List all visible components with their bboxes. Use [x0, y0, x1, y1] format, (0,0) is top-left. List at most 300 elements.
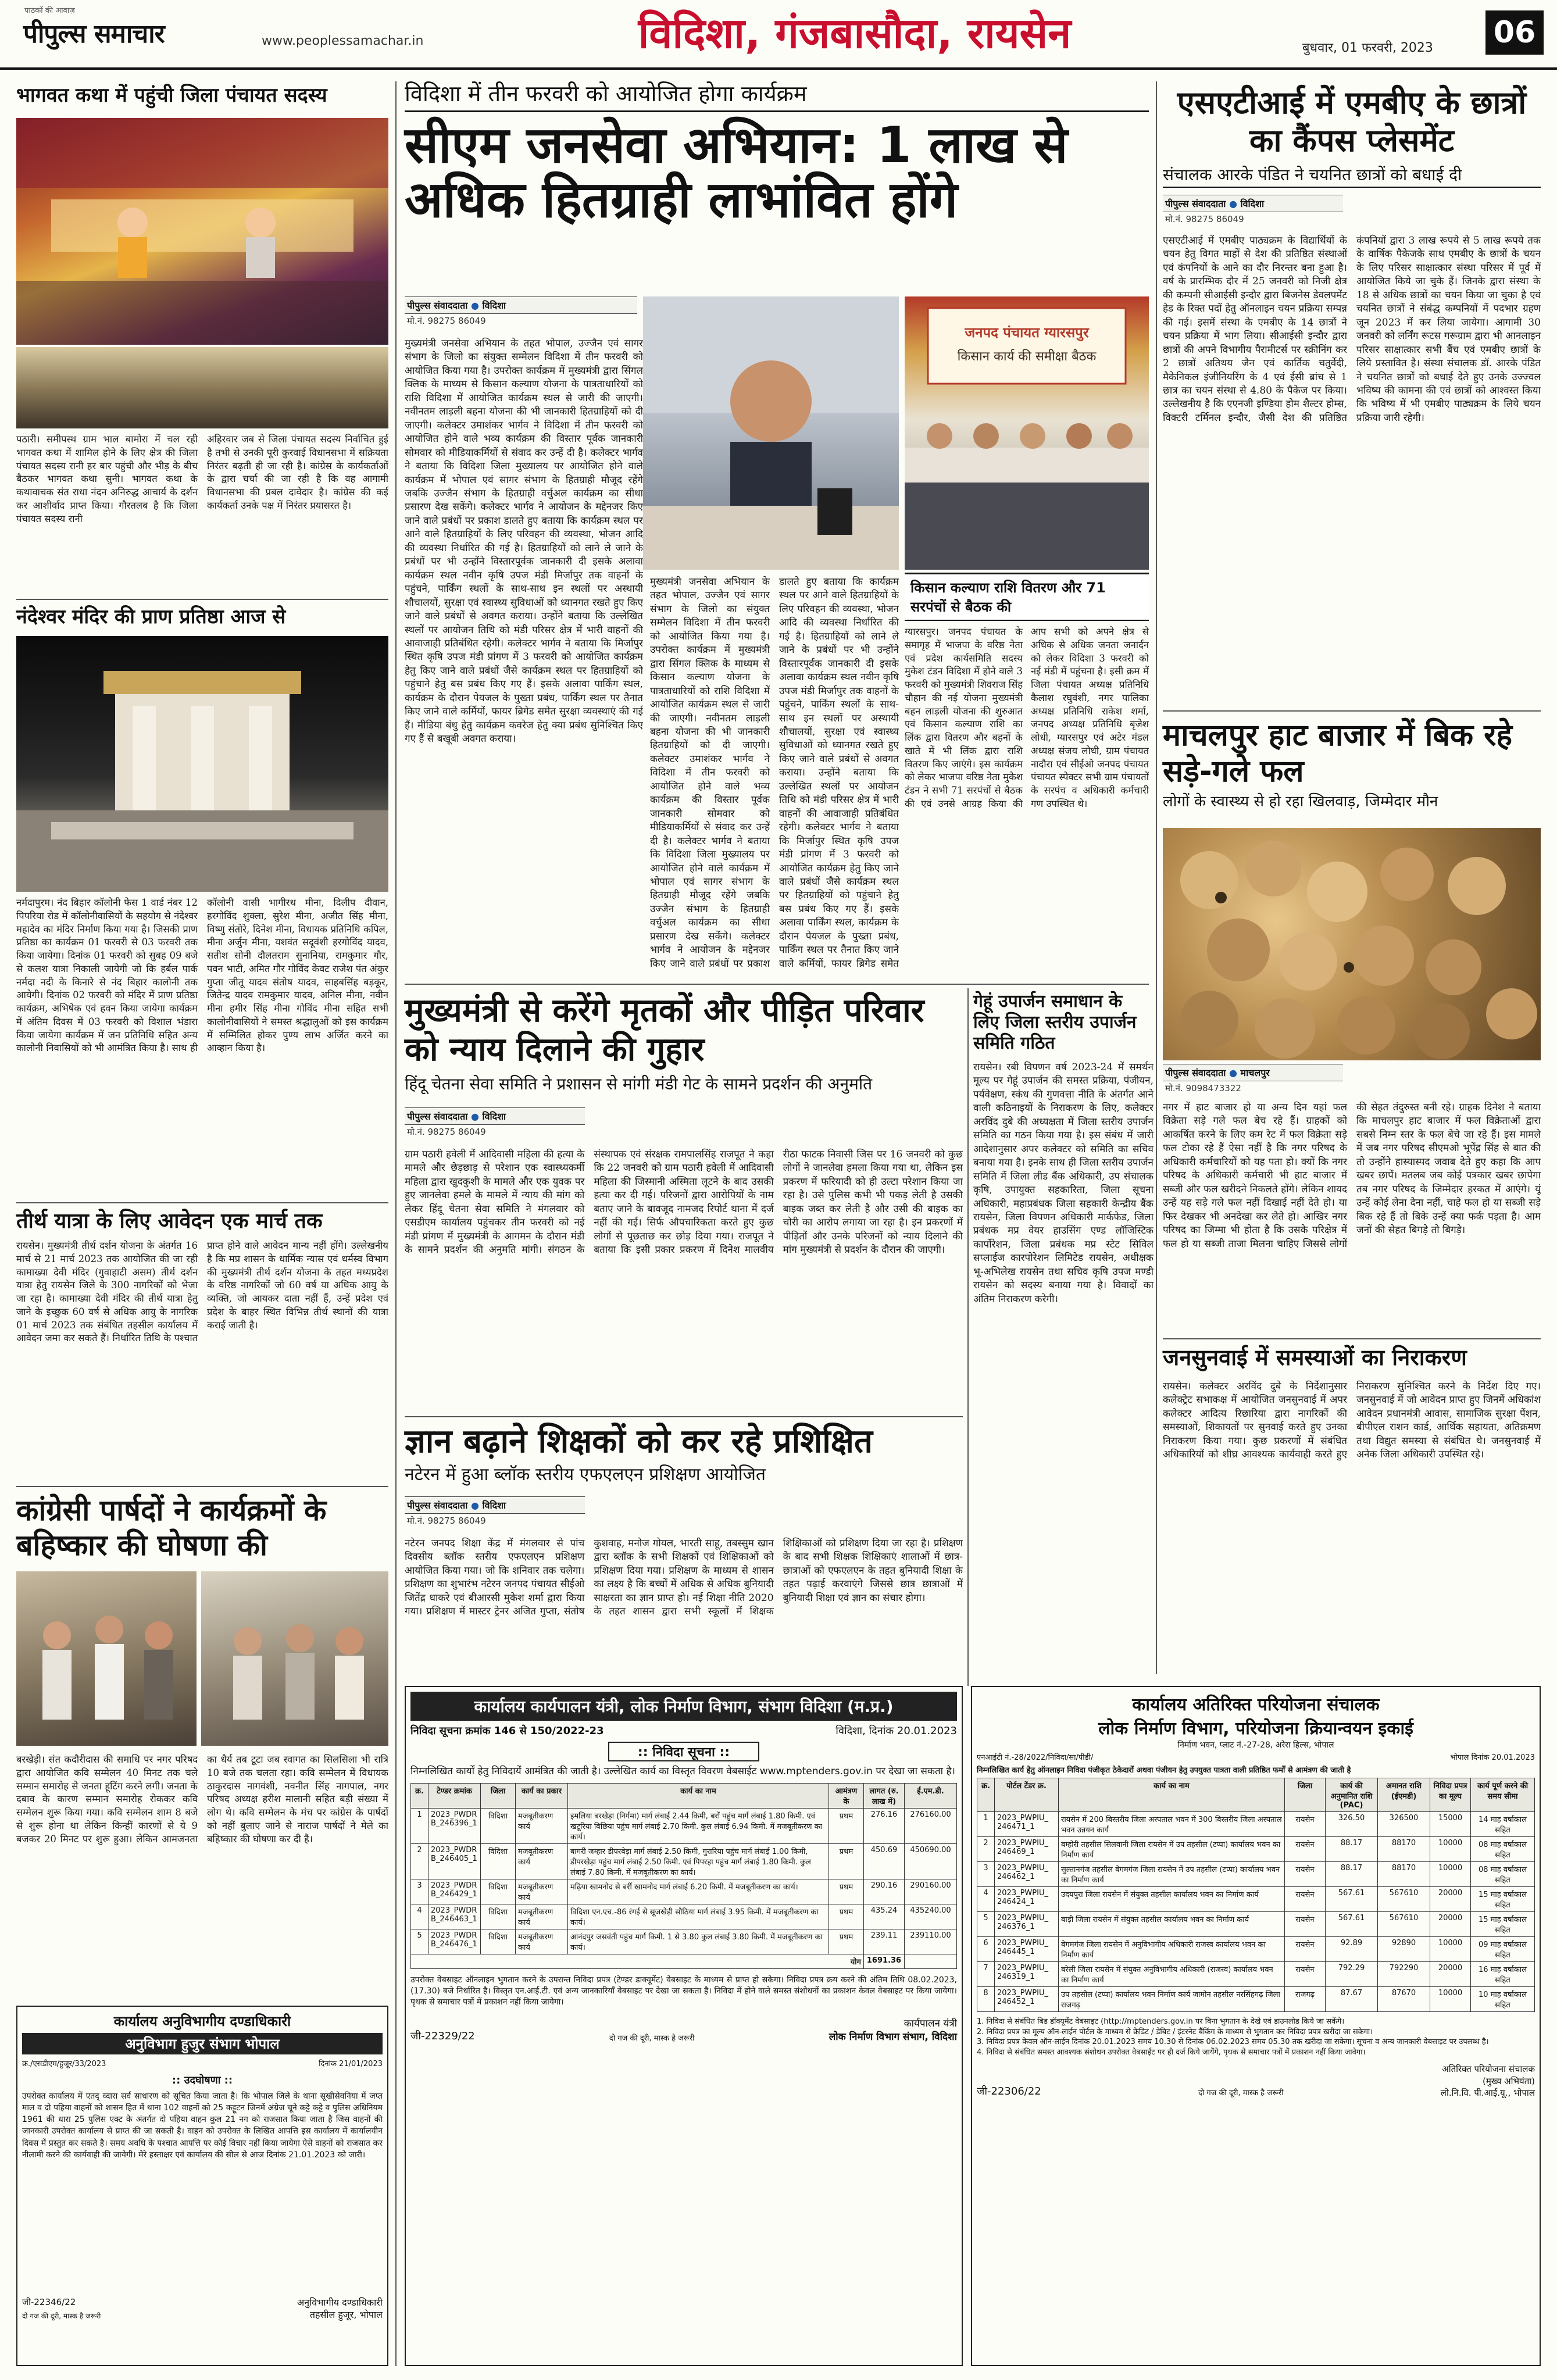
table-row — [411, 1809, 957, 1844]
table-cell: 4 — [411, 1904, 428, 1929]
byline-mobile: मो.नं. 98275 86049 — [407, 1127, 486, 1137]
temple-photo — [16, 636, 388, 892]
table-cell: 2 — [411, 1844, 428, 1879]
tender-title-1: कार्यालय अतिरिक्त परियोजना संचालक — [1132, 1695, 1380, 1715]
table-cell: 6 — [977, 1937, 995, 1962]
table-cell: 3 — [977, 1862, 995, 1887]
kisan-caption: किसान कल्याण राशि वितरण और 71 सरपंचों से बैठक की — [905, 573, 1149, 621]
table-cell: 792.29 — [1326, 1962, 1378, 1987]
table-cell: 1 — [977, 1812, 995, 1837]
notice-title-2: अनुविभाग हुजुर संभाग भोपाल — [22, 2033, 383, 2054]
kisan-para: ग्यारसपुर। जनपद पंचायत के समागृह में भाजपा के वरिष्ठ नेता एवं प्रदेश कार्यसमिति सदस्य मुकेश टंडन विदिशा में होने वाले 3 फरवरी को मुख्यमंत्री शिवराज सिंह चौहान की नई योजना मुख्यमंत्री बहन लाड़ली योजना की शुरुआत एवं किसान कल्याण राशि का लिंक द्वारा वितरण और बहनों के खाते में भी लिंक द्वारा राशि वितरण किए जाएंगे। इस कार्यक्रम को लेकर भाजपा वरिष्ठ नेता मुकेश टंडन ने सभी 71 सरपंचों से बैठक की एवं उनसे आग्रह किया की आप सभी को अपने क्षेत्र से अधिक से अधिक जनता जनार्दन को लेकर विदिशा 3 फरवरी को नई मंडी में पहुंचना है। इसी क्रम में जिला पंचायत अध्यक्ष प्रतिनिधि कैलाश रघुवंशी, नगर पालिका अध्यक्ष प्रतिनिधि राकेश शर्मा, जनपद अध्यक्ष प्रतिनिधि बृजेश लोधी, ग्यारसपुर एवं अटेर मंडल अध्यक्ष संजय लोधी, ग्राम पंचायत नादौरा एवं सीईओ जनपद पंचायत पंचायत स्पेक्टर सभी ग्राम पंचायतों के सरपंच व अधिकारी कर्मचारी गण उपस्थित थे। — [905, 626, 1149, 809]
tirth-text — [16, 1239, 388, 1478]
main-kicker: विदिशा में तीन फरवरी को आयोजित होगा कार्यक्रम — [405, 81, 1149, 112]
table-cell: प्रथम — [829, 1904, 864, 1929]
table-cell: 2023_PWDR B_246429_1 — [428, 1879, 481, 1904]
story-headline: तीर्थ यात्रा के लिए आवेदन एक मार्च तक — [16, 1209, 323, 1233]
byline-name: पीपुल्स संवाददाता — [1165, 198, 1226, 209]
table-cell: 2 — [977, 1837, 995, 1862]
para-1: नगर में हाट बाजार हो या अन्य दिन यहां फल विक्रेता सड़े गले फल बेच रहे हैं। ग्राहकों को आकर्षित करने के लिए कम रेट में फल विक्रेता सड़े फल टोका रहे हैं ऐसा नहीं है कि नगर परिषद के अधिकारी कर्मचारियों को यह पता हो। क्यों कि नगर परिषद के अधिकारी कर्मचारी भी हाट बाजार में सब्जी और फल खरीदने निकलते होंगे। लेकिन शायद उन्हें यह सड़े गले फल नहीं दिखाई नहीं देते हो। या फिर देखकर भी अनदेखा कर लेते हो। आखिर नगर परिषद का जिम्मा भी होता है कि उसके परिक्षेत्र में फल हो या सब्जी ताजा मिलना चाहिए जिससे लोगों की सेहत तंदुरुस्त बनी रहे। ग्राहक दिनेश ने बताया कि माचलपुर हाट बाजार में फल विक्रेताओं द्वारा सबसे निम्न स्तर के फल बेचे जा रहे हैं। इस मामले में जब नगर परिषद सीएमओ भूपेंद्र सिंह से बात की तो उन्होंने हास्यास्पद जवाब देते हुए कहा कि आप खबर छापें। मतलब जब कोई पत्रकार खबर छापेगा तब नगर परिषद के जिम्मेदार हरकत में आएंगे। यूं उन्हें कोई लेना देना नहीं, चाहे फल हो या सब्जी सड़े बिक रहे हैं तो बिके उन्हें क्या फर्क पड़ता है। आम जनों की सेहत बिगड़े तो बिगड़े। — [1163, 1102, 1541, 1250]
tender-notice-heading: :: निविदा सूचना :: — [608, 1742, 759, 1761]
table-cell: 88170 — [1378, 1862, 1430, 1887]
story-headline: मुख्यमंत्री से करेंगे मृतकों और पीड़ित परिवार को न्याय दिलाने की गुहार — [405, 992, 924, 1069]
people-icon — [16, 1571, 197, 1746]
para-1: रायसेन। मुख्यमंत्री तीर्थ दर्शन योजना के अंतर्गत 16 मार्च से 21 मार्च 2023 तक आयोजित की जा रही कामाख्या देवी मंदिर (गुवाहाटी असम) तीर्थ दर्शन यात्रा हेतु रायसेन जिले के 300 नागरिकों को भेजा जा रहा है। कामाख्या देवी मंदिर की तीर्थ यात्रा हेतु जाने के इच्छुक 60 वर्ष से अधिक आयु के नागरिक 01 मार्च 2023 तक संबंधित तहसील कार्यालय में आवेदन जमा कर सकते हैं। निर्धारित तिथि के पश्चात प्राप्त होने वाले आवेदन मान्य नहीं होंगे। उल्लेखनीय है कि मप्र शासन के धार्मिक न्यास एवं धर्मस्व विभाग की मुख्यमंत्री तीर्थ दर्शन योजना के तहत मध्यप्रदेश के वरिष्ठ नागरिकों जो 60 वर्ष या अधिक आयु के व्यक्ति, जो आयकर दाता नहीं हैं, उन्हें प्रदेश एवं प्रदेश के बाहर स्थित विभिन्न तीर्थ स्थानों की यात्रा कराई जाती है। — [16, 1240, 388, 1344]
story-headline: एसएटीआई में एमबीए के छात्रों का कैंपस प्लेसमेंट — [1177, 84, 1527, 159]
table-cell: 2023_PWPIU_ 246462_1 — [995, 1862, 1059, 1887]
table-row — [411, 1929, 957, 1954]
table-row — [977, 1862, 1535, 1887]
table-cell: 567.61 — [1326, 1912, 1378, 1937]
table-cell: 2023_PWDR B_246396_1 — [428, 1809, 481, 1844]
table-cell: 88.17 — [1326, 1862, 1378, 1887]
table-cell: 2023_PWPIU_ 246319_1 — [995, 1962, 1059, 1987]
table-cell: 450690.00 — [905, 1844, 957, 1879]
tender-code: जी-22306/22 — [977, 2085, 1041, 2097]
main-text-continued — [643, 576, 899, 977]
table-cell: 326500 — [1378, 1812, 1430, 1837]
table-cell: उप तहसील (टप्पा) कार्यालय भवन निर्माण कार्य जामोन तहसील नरसिंहगढ़ जिला राजगढ़ — [1059, 1987, 1285, 2012]
nandeshwar-story — [16, 606, 388, 1199]
table-cell: बेगमगंज जिला रायसेन में अनुविभागीय अधिकारी राजस्व कार्यालय भवन का निर्माण कार्य — [1059, 1937, 1285, 1962]
bhagwat-text — [16, 433, 388, 596]
table-cell: 20000 — [1430, 1962, 1471, 1987]
tender-table — [410, 1783, 957, 1969]
website-link[interactable]: www.peoplessamachar.in — [262, 34, 424, 48]
table-cell: रायसेन — [1285, 1912, 1326, 1937]
table-cell: 92.89 — [1326, 1937, 1378, 1962]
col-header: कार्य पूर्ण करने की समय सीमा — [1471, 1778, 1535, 1812]
table-cell: इमलिया बरखेड़ा (निर्गमा) मार्ग लंबाई 2.44 किमी, बरों पहुंच मार्ग लंबाई 1.80 किमी. एवं खटूरिया बिछिया पहुंच मार्ग लंबाई 2.70 किमी. कुल लंबाई 6.94 किमी. में मजबूतीकरण का कार्य। — [568, 1809, 829, 1844]
table-cell: 567610 — [1378, 1887, 1430, 1912]
table-cell: 87.67 — [1326, 1987, 1378, 2012]
byline-mobile: मो.नं. 9098473322 — [1165, 1083, 1241, 1093]
notice-ref: क्र./एसडीएम/हुजूर/33/2023 — [22, 2060, 106, 2068]
tender-notes — [977, 2017, 1535, 2057]
tender-ref: निविदा सूचना क्रमांक 146 से 150/2022-23 — [410, 1725, 604, 1737]
table-cell: 92890 — [1378, 1937, 1430, 1962]
table-cell: 435.24 — [864, 1904, 905, 1929]
para-1: एसएटीआई में एमबीए पाठ्यक्रम के विद्यार्थियों के चयन हेतु विगत माहों से देश की प्रतिष्ठित संस्थाओं एवं कंपनियों के आने का दौर निरन्तर बना हुआ है। वर्ष के प्रारम्भिक दौर में 25 जनवरी को निजी क्षेत्र की कम्पनी सीआईसी इन्दौर द्वारा बिजनेस डेवलपमेंट हेड के रिक्त पदों हेतु ऑनलाइन चयन प्रक्रिया सम्पन्न की गई। इसमें संस्था के एमबीए के 14 छात्रों ने चयन प्रक्रिया में भाग लिया। सीआईसी इन्दौर द्वारा छात्रों की अपने विभागीय पैरामीटर्स पर स्क्रीनिंग कर 2 छात्रों अतिथय जैन एवं कार्तिक चतुर्वेदी, मैकेनिकल इंजीनियरिंग के 4 एवं ईसी ब्रांच से 1 छात्र का चयन संस्था से 4.80 के पैकेज पर किया। उल्लेखनीय है कि एएनजी इण्डिया होम शैल्टर होम्स, विक्टरी टर्मिनल इन्दौर, जैसी देश की प्रतिष्ठित कंपनियों द्वारा 3 लाख रूपये से 5 लाख रूपये तक के वार्षिक पैकेजके साथ एमबीए के छात्रों के चयन के लिए परिसर साक्षात्कार संस्था परिसर में पूर्व में आयोजित किये जा चुके हैं। जिनके द्वारा संस्था के 18 से अधिक छात्रों का चयन किया जा चुका है एवं चयनित छात्रों ने संबंद्ध कम्पनियों में पदभार ग्रहण जून 2023 में कर लिया जायेगा। आगामी 30 जनवरी को लर्निंग रूटस गरूग्राम द्वारा भी आनलाइन परिसर साक्षात्कार सभी बैंच एवं एमबीए छात्रों के लिये प्रस्तावित है। संस्था संचालक डॉ. आरके पंडित ने चयनित छात्रों को बधाई देते हुए उनके उज्ज्वल भविष्य की कामना की एवं छात्रों को आश्वस्त किया कि भविष्य में भी एमबीए पाठ्यक्रम के लिये चयन प्रक्रिया जारी रहेगी। — [1163, 235, 1541, 424]
stage-scene-icon — [16, 118, 388, 345]
congress-text — [16, 1753, 388, 1997]
tirth-story — [16, 1209, 388, 1482]
story-headline: गेहूं उपार्जन समाधान के लिए जिला स्तरीय उपार्जन समिति गठित — [973, 991, 1137, 1053]
mba-story — [1163, 84, 1541, 706]
cm-justice-text — [405, 1148, 963, 1404]
byline-name: पीपुल्स संवाददाता — [407, 1111, 468, 1122]
table-cell: 10000 — [1430, 1937, 1471, 1962]
nandeshwar-text — [16, 896, 388, 1199]
tender-footer: उपरोक्त वेबसाइट ऑनलाइन भुगतान करने के उपरान्त निविदा प्रपत्र (टेण्डर डाक्यूमेंट) वेबसाइट के माध्यम से प्राप्त हो सकेगा। निविदा प्रपत्र क्रय करने की अंतिम तिथि 08.02.2023, (17.30) बजे निर्धारित है। विस्तृत एन.आई.टी. एवं अन्य जानकारियाँ वेबसाइट पर देखा जा सकता है। निविदा में होने वाले समस्त संशोधनों का प्रकाशन केवल वेबसाइट पर किया जायेगा। पृथक से समाचार पत्रों में प्रकाशन नहीं किया जायेगा। — [410, 1975, 957, 2007]
para-1: नर्मदापुरम। नंद बिहार कॉलोनी फेस 1 वार्ड नंबर 12 पिपरिया रोड में कॉलोनीवासियों के सहयोग से नंदेश्वर महादेव का मंदिर निर्माण किया गया है। जिसकी प्राण प्रतिष्ठा का कार्यक्रम 01 फरवरी से 03 फरवरी तक किया जायेगा। दिनांक 01 फरवरी को सुबह 09 बजे से कलश यात्रा निकाली जायेगी जो कि हर्बल पार्क नर्मदा नदी के किनारे से नंद बिहार कालोनी तक आयेगी। दिनांक 02 फरवरी को मंदिर में प्राण प्रतिष्ठा कार्यक्रम, अभिषेक एवं हवन किया जायेगा कार्यक्रम में अंतिम दिवस में 03 फरवरी को विशाल भंडारा किया जायेगा कार्यक्रम में जन प्रतिनिधि सहित अन्य कालोनी निवासियों को भी आमंत्रित किया है। साथ ही कॉलोनी वासी भागीरथ मीना, दिलीप दीवान, हरगोविंद शुक्ला, सुरेश मीना, अजीत सिंह मीना, विष्णु संतोरे, दिनेश मीना, विधायक प्रतिनिधि कपिल, मीना अर्जुन मीना, यशवंत सदूवंशी हरगोविंद यादव, सतीश सोनी दौलतराम सुनानिया, रामकुमार गौर, पवन भाटी, अमित गौर गोविंद केवट राजेश पंत अंकुर गुप्ता जीतू यादव संतोष यादव, साहबसिंह बड़कूर, जितेन्द्र यादव रामकुमार यादव, अनिल मीना, नवीन मीना हमीर सिंह मीना गोविंद मीना सहित सभी कालोनीवासियों ने समस्त श्रद्धालुओं को इस कार्यक्रम में सम्मिलित होकर पुण्य लाभ अर्जित करने का आव्हान किया है। — [16, 897, 388, 1054]
para-2: अहिरवार जब से जिला पंचायत सदस्य निर्वाचित हुई है तभी से उनकी पूरी कुरवाई विधानसभा में सक्रियता निरंतर बढ़ती ही जा रही है। कांग्रेस के कार्यकर्ताओं के द्वारा चर्चा की जा रही है कि वह आगामी विधानसभा की प्रबल दावेदार है। कांग्रेस की कई कार्यकर्ता उनके पक्ष में निरंतर प्रयासरत है। — [207, 434, 388, 511]
table-cell: मजबूतीकरण कार्य — [516, 1844, 568, 1879]
col-header: क्र. — [411, 1784, 428, 1809]
table-cell: 239110.00 — [905, 1929, 957, 1954]
vidisha-tender — [405, 1686, 963, 2366]
tender-signatory-2: (मुख्य अभियंता) — [1483, 2075, 1535, 2086]
table-cell: 2023_PWPIU_ 246452_1 — [995, 1987, 1059, 2012]
notice-signatory-office: तहसील हुजूर, भोपाल — [309, 2309, 383, 2321]
para-1: बरखेड़ी। संत कदौरीदास की समाधि पर नगर परिषद द्वारा आयोजित कवि सम्मेलन 40 मिनट तक चले सम्मान समारोह से जनता हूटिंग करने लगी। जनता के दबाव के कारण सम्मान समारोह रोककर कवि सम्मेलन शुरू किया गया। कवि सम्मेलन शाम 8 बजे से शुरू होना था लेकिन किन्हीं कारणों से ये 9 बजकर 20 मिनट पर शुरू हुआ। लेकिन आमजनता का धैर्य तब टूटा जब स्वागत का सिलसिला भी रात्रि 10 बजे तक चलता रहा। कवि सम्मेलन में विधायक ठाकुरदास नागवंशी, नवनीत सिंह नागपाल, नगर परिषद अध्यक्ष हरीश मालानी सहित बड़ी संख्या में लोग थे। कवि सम्मेलन के मंच पर कांग्रेस के पार्षदों को नहीं बुलाए जाने से नाराज पार्षदों ने मेले का बहिष्कार की घोषणा कर दी है। — [16, 1754, 388, 1845]
table-cell: 5 — [411, 1929, 428, 1954]
congress-story — [16, 1493, 388, 1999]
byline — [405, 296, 637, 314]
table-cell: 450.69 — [864, 1844, 905, 1879]
kisan-text — [905, 626, 1149, 951]
para-1: पठारी। समीपस्थ ग्राम भाल बामोरा में चल रही भागवत कथा में शामिल होने के लिए क्षेत्र की जिला पंचायत सदस्य रानी हर बार पहुंची और भीड़ के बीच बैठकर भागवत कथा सुनी। भागवत कथा के कथावाचक संत राधा नंदन अनिरुद्ध आचार्य के दर्शन कर आशीर्वाद प्राप्त किया। गौरतलब है कि जिला पंचायत सदस्य रानी — [16, 434, 198, 524]
table-cell: रायसेन — [1285, 1937, 1326, 1962]
table-cell: विदिशा एन.एच.-86 रंगई से सूजखेड़ी सौठिया मार्ग लंबाई 3.95 किमी. में मजबूतीकरण का कार्य। — [568, 1904, 829, 1929]
dot-icon: ● — [1229, 198, 1237, 209]
table-cell: 10000 — [1430, 1837, 1471, 1862]
table-cell: रायसेन — [1285, 1812, 1326, 1837]
notice-signatory: अनुविभागीय दण्डाधिकारी — [297, 2296, 383, 2308]
table-cell: प्रथम — [829, 1844, 864, 1879]
section-title: विदिशा, गंजबासौदा, रायसेन — [638, 9, 1072, 58]
para-1: रायसेन। रबी विपणन वर्ष 2023-24 में समर्थन मूल्य पर गेहूं उपार्जन की समस्त प्रक्रिया, पंजीयन, पर्यवेक्षण, स्कंध की गुणवत्ता नीति के अंतर्गत आने वाली कठिनाइयों के निराकरण के लिए, कलेक्टर अरविंद दुबे की अध्यक्षता में जिला स्तरीय उपार्जन समिति का गठन किया गया है। इस संबंध में जारी आदेशानुसार अपर कलेक्टर को समिति का सचिव बनाया गया है। इनके साथ ही जिला स्तरीय उपार्जन समिति में जिला लीड बैंक अधिकारी, उप संचालक कृषि, उपायुक्त सहकारिता, जिला सूचना अधिकारी, महाप्रबंधक जिला सहकारी केन्द्रीय बैंक रायसेन, जिला विपणन अधिकारी मार्कफेड, जिला प्रबंधक मप्र वेयर हाउसिंग एण्ड लॉजिस्टिक कार्पोरेशन, जिला प्रबंधक मप्र स्टेट सिविल सप्लाईज कारपोरेशन लिमिटेड रायसेन, अधीक्षक भू-अभिलेख रायसेन तथा सचिव कृषि उपज मण्डी रायसेन को सदस्य बनाया गया है। विवादों का अंतिम निराकरण करेगी। — [973, 1062, 1154, 1305]
table-cell: 326.50 — [1326, 1812, 1378, 1837]
table-cell: 5 — [977, 1912, 995, 1937]
table-header-row — [411, 1784, 957, 1809]
table-cell: 567.61 — [1326, 1887, 1378, 1912]
table-cell: 2023_PWDR B_246463_1 — [428, 1904, 481, 1929]
story-subhead: लोगों के स्वास्थ्य से हो रहा खिलवाड़, जिम्मेदार मौन — [1163, 792, 1438, 810]
notice-title-1: कार्यालय अनुविभागीय दण्डाधिकारी — [113, 2013, 291, 2029]
main-para: मुख्यमंत्री जनसेवा अभियान के तहत भोपाल, उज्जैन एवं सागर संभाग के जिलो का संयुक्त सम्मेलन विदिशा में तीन फरवरी को आयोजित किया गया है। उपरोक्त कार्यक्रम में मुख्यमंत्री द्वारा सिंगल क्लिक के माध्यम से किसान कल्याण योजना के पात्रताधारियों को राशि विदिशा में आयोजित कार्यक्रम स्थल से जारी की जाएगी। नवीनतम लाड़ली बहना योजना की भी जानकारी हितग्राहियों को दी जाएगी। कलेक्टर उमाशंकर भार्गव ने विदिशा में तीन फरवरी को आयोजित होने वाले भव्य कार्यक्रम की विस्तार पूर्वक जानकारी सोमवार को मीडियाकर्मियों से संवाद कर उन्हें दी है। कलेक्टर भार्गव ने बताया कि विदिशा जिला मुख्यालय पर आयोजित होने वाले कार्यक्रम में भोपाल एवं सागर संभाग के हितग्राही मौजूद रहेंगे जबकि उज्जैन संभाग के हितग्राही वर्चुअल कार्यक्रम का सीधा प्रसारण देख सकेंगे। कलेक्टर भार्गव ने आयोजन के मद्देनजर किए जाने वाले प्रबंधों पर प्रकाश डालते हुए बताया कि कार्यक्रम स्थल पर आने वाले हितग्राहियों के लिए परिवहन की व्यवस्था, भोजन आदि की व्यवस्था निर्धारित की गई है। हितग्राहियों को लाने ले जाने के प्रबंधों पर भी उन्होंने विस्तारपूर्वक जानकारी दी इसके अलावा कार्यक्रम स्थल नवीन कृषि उपज मंडी मिर्जापुर तक वाहनों के पहुंचने, पार्किंग स्थलों के साथ-साथ इन स्थलों पर अस्थायी शौचालयों, सुरक्षा एवं स्वास्थ्य सुविधाओं को ध्यानगत रखते हुए किए जाने वाले प्रबंधों से अवगत कराया। उन्होंने बताया कि उल्लेखित स्थलों पर आयोजन तिथि को मंडी परिसर क्षेत्र में भारी वाहनों की आवाजाही प्रतिबंधित रहेगी। कलेक्टर भार्गव ने बताया कि मिर्जापुर स्थित कृषि उपज मंडी प्रांगण में 3 फरवरी को आयोजित कार्यक्रम हेतु किए जाने वाले प्रबंधों जैसे कार्यक्रम स्थल पर हितग्राहियों को पहुंचाने हेतु बस प्रबंध किए गए हैं। इसके अलावा पार्किंग स्थल, कार्यक्रम के दौरान पेयजल के पुख्ता प्रबंध, पार्किंग स्थल पर तैनात किए जाने वाले कर्मियों, फायर ब्रिगेड समेत सुरक्षा व्यवस्थाएं की गई हैं। मीडिया बंधु हेतु कार्यक्रम कवरेज हेतु क्या प्रबंध सुनिश्चित किए गए हैं से बखूबी अवगत कराया। — [405, 338, 643, 745]
table-cell: 15 माह वर्षाकाल सहित — [1471, 1912, 1535, 1937]
col-header: लागत (रु. लाख में) — [864, 1784, 905, 1809]
byline-place: विदिशा — [482, 1111, 506, 1122]
newspaper-logo[interactable] — [23, 15, 256, 48]
table-cell: मजबूतीकरण कार्य — [516, 1809, 568, 1844]
table-cell: प्रथम — [829, 1809, 864, 1844]
tender-title-2: लोक निर्माण विभाग, परियोजना क्रियान्वयन इकाई — [1098, 1718, 1413, 1739]
table-cell: 2023_PWDR B_246405_1 — [428, 1844, 481, 1879]
byline-place: विदिशा — [1240, 198, 1265, 209]
dot-icon: ● — [1229, 1067, 1237, 1078]
col-header: कार्य का प्रकार — [516, 1784, 568, 1809]
bhagwat-story — [16, 84, 388, 596]
table-cell: 2023_PWDR B_246476_1 — [428, 1929, 481, 1954]
column-divider — [395, 81, 397, 2366]
table-cell: 10000 — [1430, 1862, 1471, 1887]
table-cell: विदिशा — [481, 1844, 516, 1879]
table-row — [411, 1904, 957, 1929]
col-header: निविदा प्रपत्र का मूल्य — [1430, 1778, 1471, 1812]
col-header: जिला — [1285, 1778, 1326, 1812]
table-cell: रायसेन — [1285, 1887, 1326, 1912]
story-headline: जनसुनवाई में समस्याओं का निराकरण — [1163, 1345, 1467, 1370]
table-cell: 09 माह वर्षाकाल सहित — [1471, 1937, 1535, 1962]
divider — [1163, 1338, 1541, 1339]
tender-address: निर्माण भवन, प्लाट नं.-27-28, अरेरा हिल्स, भोपाल — [1177, 1741, 1334, 1750]
tender-slogan: दो गज की दूरी, मास्क है जरूरी — [609, 2034, 695, 2043]
tender-table — [977, 1778, 1535, 2012]
table-row — [411, 1879, 957, 1904]
main-byline-block — [405, 296, 637, 328]
table-cell: रायसेन में 200 बिस्तरीय जिला अस्पताल भवन में 300 बिस्तरीय जिला अस्पताल भवन उन्नयन कार्य — [1059, 1812, 1285, 1837]
table-cell: मढ़िया खामनोद से बर्री खामनोद मार्ग लंबाई 6.20 किमी. में मजबूतीकरण का कार्य। — [568, 1879, 829, 1904]
collector-photo — [643, 296, 899, 570]
gehu-text — [973, 1061, 1154, 1666]
byline-name: पीपुल्स संवाददाता — [407, 1500, 468, 1511]
table-header-row — [977, 1778, 1535, 1812]
byline-mobile: मो.नं. 98275 86049 — [407, 1516, 486, 1526]
table-row — [977, 1962, 1535, 1987]
col-header: क्र. — [977, 1778, 995, 1812]
table-cell: विदिशा — [481, 1929, 516, 1954]
table-cell: 2023_PWPIU_ 246471_1 — [995, 1812, 1059, 1837]
byline-place: विदिशा — [482, 1500, 506, 1511]
main-para-continued: मुख्यमंत्री जनसेवा अभियान के तहत भोपाल, उज्जैन एवं सागर संभाग के जिलो का संयुक्त सम्मेलन विदिशा में तीन फरवरी को आयोजित किया गया है। उपरोक्त कार्यक्रम में मुख्यमंत्री द्वारा सिंगल क्लिक के माध्यम से किसान कल्याण योजना के पात्रताधारियों को राशि विदिशा में आयोजित कार्यक्रम स्थल से जारी की जाएगी। नवीनतम लाड़ली बहना योजना की भी जानकारी हितग्राहियों को दी जाएगी। कलेक्टर उमाशंकर भार्गव ने विदिशा में तीन फरवरी को आयोजित होने वाले भव्य कार्यक्रम की विस्तार पूर्वक जानकारी सोमवार को मीडियाकर्मियों से संवाद कर उन्हें दी है। कलेक्टर भार्गव ने बताया कि विदिशा जिला मुख्यालय पर आयोजित होने वाले कार्यक्रम में भोपाल एवं सागर संभाग के हितग्राही मौजूद रहेंगे जबकि उज्जैन संभाग के हितग्राही वर्चुअल कार्यक्रम का सीधा प्रसारण देख सकेंगे। कलेक्टर भार्गव ने आयोजन के मद्देनजर किए जाने वाले प्रबंधों पर प्रकाश डालते हुए बताया कि कार्यक्रम स्थल पर आने वाले हितग्राहियों के लिए परिवहन की व्यवस्था, भोजन आदि की व्यवस्था निर्धारित की गई है। हितग्राहियों को लाने ले जाने के प्रबंधों पर भी उन्होंने विस्तारपूर्वक जानकारी दी इसके अलावा कार्यक्रम स्थल नवीन कृषि उपज मंडी मिर्जापुर तक वाहनों के पहुंचने, पार्किंग स्थलों के साथ-साथ इन स्थलों पर अस्थायी शौचालयों, सुरक्षा एवं स्वास्थ्य सुविधाओं को ध्यानगत रखते हुए किए जाने वाले प्रबंधों से अवगत कराया। उन्होंने बताया कि उल्लेखित स्थलों पर आयोजन तिथि को मंडी परिसर क्षेत्र में भारी वाहनों की आवाजाही प्रतिबंधित रहेगी। कलेक्टर भार्गव ने बताया कि मिर्जापुर स्थित कृषि उपज मंडी प्रांगण में 3 फरवरी को आयोजित कार्यक्रम हेतु किए जाने वाले प्रबंधों जैसे कार्यक्रम स्थल पर हितग्राहियों को पहुंचाने हेतु बस प्रबंध किए गए हैं। इसके अलावा पार्किंग स्थल, कार्यक्रम के दौरान पेयजल के पुख्ता प्रबंध, पार्किंग स्थल पर तैनात किए जाने वाले कर्मियों, फायर ब्रिगेड समेत — [650, 576, 899, 970]
tagline: पाठकों की आवाज़ — [24, 6, 75, 15]
byline-name: पीपुल्स संवाददाता — [407, 300, 468, 311]
table-cell: 20000 — [1430, 1912, 1471, 1937]
table-cell: 4 — [977, 1887, 995, 1912]
table-cell: 14 माह वर्षाकाल सहित — [1471, 1812, 1535, 1837]
table-row — [977, 1937, 1535, 1962]
column-divider — [1156, 81, 1157, 1674]
tender-signatory: अतिरिक्त परियोजना संचालक — [1442, 2064, 1535, 2075]
story-headline: कांग्रेसी पार्षदों ने कार्यक्रमों के बहिष्कार की घोषणा की — [16, 1493, 327, 1562]
table-cell: सुल्तानगंज तहसील बेगमगंज जिला रायसेन में उप तहसील (टप्पा) कार्यालय भवन का निर्माण कार्य — [1059, 1862, 1285, 1887]
table-cell: आनंदपुर जसवंती पहुंच मार्ग किमी. 1 से 3.80 कुल लंबाई 3.80 किमी. में मजबूतीकरण का कार्य। — [568, 1929, 829, 1954]
dot-icon: ● — [470, 1111, 479, 1122]
table-cell: विदिशा — [481, 1809, 516, 1844]
divider — [16, 1486, 388, 1487]
table-cell: 1 — [411, 1809, 428, 1844]
notice-code: जी-22346/22 — [22, 2296, 76, 2307]
table-cell: 15 माह वर्षाकाल सहित — [1471, 1887, 1535, 1912]
table-cell: 239.11 — [864, 1929, 905, 1954]
tender-signatory: कार्यपालन यंत्री — [904, 2017, 957, 2029]
table-cell: 290160.00 — [905, 1879, 957, 1904]
table-total-row — [411, 1954, 957, 1969]
table-cell: 792290 — [1378, 1962, 1430, 1987]
issue-date: बुधवार, 01 फरवरी, 2023 — [1302, 41, 1433, 55]
tender-code: जी-22329/22 — [410, 2030, 475, 2043]
dot-icon: ● — [470, 1500, 479, 1511]
tender-note: 1. निविदा से संबंधित बिड डॉक्यूमेंट वेबसाइट (http://mptenders.gov.in पर बिना भुगतान के देखे एवं डाउनलोड किये जा सकेंगे। — [977, 2017, 1345, 2027]
dot-icon: ● — [470, 300, 479, 311]
table-cell: रायसेन — [1285, 1962, 1326, 1987]
table-cell: उदयपुरा जिला रायसेन में संयुक्त तहसील कार्यालय भवन का निर्माण कार्य — [1059, 1887, 1285, 1912]
table-cell: 3 — [411, 1879, 428, 1904]
jansunvai-story — [1163, 1345, 1541, 1677]
table-cell: बागरी जम्हार डीपरबेड़ा मार्ग लंबाई 2.50 किमी, गुरारिया पहुंच मार्ग लंबाई 1.00 किमी, डीपरखेड़ा पहुंच मार्ग लंबाई 2.50 किमी. एवं पिपरहा पहुंच मार्ग लंबाई 1.80 किमी. कुल लंबाई 7.80 किमी. में मजबूतीकरण का कार्य। — [568, 1844, 829, 1879]
notice-ref-row — [22, 2059, 383, 2070]
table-row — [977, 1887, 1535, 1912]
story-headline: नंदेश्वर मंदिर की प्राण प्रतिष्ठा आज से — [16, 605, 286, 628]
notice-date: दिनांक 21/01/2023 — [319, 2060, 383, 2068]
table-cell: 20000 — [1430, 1887, 1471, 1912]
main-text — [405, 337, 643, 977]
para-1: रायसेन। कलेक्टर अरविंद दुबे के निर्देशानुसार कलेक्ट्रेट सभाकक्ष में आयोजित जनसुनवाई में अपर कलेक्टर आदित्य रिछारिया द्वारा नागरिकों की समस्याओं, शिकायतों पर सुनवाई करते हुए उनका निराकरण किया गया। कुछ प्रकरणों में संबंधित अधिकारियों को शीघ्र आवश्यक कार्यवाही करते हुए निराकरण सुनिश्चित करने के निर्देश दिए गए। जनसुनवाई में जो आवेदन प्राप्त हुए जिनमें अधिकांश आवेदन प्रधानमंत्री आवास, सामाजिक सुरक्षा पेंशन, बीपीएल राशन कार्ड, आर्थिक सहायता, अतिक्रमण तथा विद्युत समस्या से संबंधित थे। जनसुनवाई में अनेक जिला अधिकारी उपस्थित रहे। — [1163, 1381, 1541, 1461]
divider — [1163, 710, 1541, 712]
table-cell: 2023_PWPIU_ 246445_1 — [995, 1937, 1059, 1962]
table-cell: बाड़ी जिला रायसेन में संयुक्त तहसील कार्यालय भवन का निर्माण कार्य — [1059, 1912, 1285, 1937]
table-cell: मजबूतीकरण कार्य — [516, 1929, 568, 1954]
byline-block — [405, 1107, 585, 1139]
table-cell: बरेली जिला रायसेन में संयुक्त अनुविभागीय अधिकारी (राजस्व) कार्यालय भवन का निर्माण कार्य — [1059, 1962, 1285, 1987]
audience-photo — [16, 347, 388, 428]
bhagwat-photo — [16, 118, 388, 345]
notice-footer — [22, 2296, 383, 2321]
story-headline: ज्ञान बढ़ाने शिक्षकों को कर रहे प्रशिक्षित — [405, 1423, 873, 1460]
table-cell: 567610 — [1378, 1912, 1430, 1937]
banner-line-1: जनपद पंचायत ग्यारसपुर — [965, 324, 1089, 341]
table-cell: मजबूतीकरण कार्य — [516, 1904, 568, 1929]
people-icon — [201, 1571, 388, 1746]
table-cell: 7 — [977, 1962, 995, 1987]
event-photo-2 — [201, 1571, 388, 1746]
table-cell: रायसेन — [1285, 1837, 1326, 1862]
total-label: योग — [411, 1954, 864, 1969]
cm-justice-story — [405, 991, 963, 1410]
masthead — [0, 0, 1557, 70]
tender-note: 3. निविदा प्रपत्र केवल ऑन-लाईन दिनांक 20.01.2023 समय 10.30 से दिनांक 06.02.2023 समय 05.30 तक खरीदा जा सकेगा। सूचना व अन्य जानकारी वेबसाइट पर उपलब्ध है। — [977, 2038, 1489, 2047]
table-cell: प्रथम — [829, 1879, 864, 1904]
byline — [405, 1107, 585, 1125]
byline-mobile: मो.नं. 98275 86049 — [407, 316, 486, 326]
tender-date: भोपाल दिनांक 20.01.2023 — [1450, 1753, 1535, 1762]
story-subhead: नटेरन में हुआ ब्लॉक स्तरीय एफएलएन प्रशिक्षण आयोजित — [405, 1464, 766, 1485]
byline-place: विदिशा — [482, 300, 506, 311]
tender-ref-row — [977, 1753, 1535, 1763]
col-header: आमंत्रण के — [829, 1784, 864, 1809]
gehu-story — [973, 991, 1154, 1683]
divider — [16, 599, 388, 600]
byline-place: माचलपुर — [1240, 1067, 1270, 1078]
byline-block — [405, 1496, 585, 1528]
main-story — [405, 81, 1149, 977]
table-row — [977, 1912, 1535, 1937]
table-cell: 10 माह वर्षाकाल सहित — [1471, 1987, 1535, 2012]
teachers-story — [405, 1423, 963, 1679]
piu-tender — [971, 1686, 1541, 2366]
table-cell — [905, 1954, 957, 1969]
table-cell: 2023_PWPIU_ 246469_1 — [995, 1837, 1059, 1862]
table-cell: 435240.00 — [905, 1904, 957, 1929]
tender-ref: एनआईटी नं.-28/2022/निविदा/सा/पीडी/ — [977, 1753, 1094, 1762]
temple-structure-icon — [16, 636, 388, 892]
tender-signatory-3: लो.नि.वि. पी.आई.यू., भोपाल — [1440, 2087, 1535, 2098]
total-value: 1691.36 — [864, 1954, 905, 1969]
machalpur-text — [1163, 1101, 1541, 1334]
table-cell: 276.16 — [864, 1809, 905, 1844]
story-headline: भागवत कथा में पहुंची जिला पंचायत सदस्य — [16, 84, 327, 107]
notice-text: उपरोक्त कार्यालय में एतद् व्दारा सर्व साधारण को सूचित किया जाता है। कि भोपाल जिले के थाना सूखीसेवनिया में जप्त माल व दो पहिया वाहनों को शासन हित में थाना 102 वाहनों को 25 कट्टूटन जिनमें अंग्रेज चूने कट्टे कट्टे व पुलिस अधिनियम 1961 की धारा 25 पुलिस एक्ट के अंतर्गत दो पहिया वाहन कुल 21 नग को राजसात किया जाता है जिस वाहनों की जानकारी उपरोक्त कार्यालय से प्राप्त की जा सकती है। वाहन को उपरोक्त के लिखित आपत्ति इस कार्यालय में कार्यालयीन दिवस में प्रस्तुत कर सकते है। समय अवधि के पश्चात आपत्ति पर कोई विचार नहीं किया जायेगा ऐसे वाहनों को राजसात कर नीलामी करने की कार्यवाही की जायेगी। मेरे हस्ताक्षर एवं कार्यालय की सील से आज दिनांक 21.01.2023 को जारी। — [22, 2091, 383, 2160]
divider — [405, 984, 1149, 985]
huzur-notice — [16, 2006, 388, 2366]
table-cell: 276160.00 — [905, 1809, 957, 1844]
tender-sign-row — [977, 2063, 1535, 2099]
main-headline: सीएम जनसेवा अभियान: 1 लाख से अधिक हितग्राही लाभांवित होंगे — [405, 116, 1068, 230]
table-row — [977, 1812, 1535, 1837]
divider — [16, 1202, 388, 1203]
machalpur-story — [1163, 717, 1541, 1334]
event-photo-1 — [16, 1571, 197, 1746]
table-cell: 2023_PWPIU_ 246376_1 — [995, 1912, 1059, 1937]
tender-intro: निम्नलिखित कार्य हेतु ऑनलाइन निविदा पंजीकृत ठेकेदारों अथवा पंजीयन हेतु उपयुक्त पात्रता वाली प्रतिष्ठित फर्मों से आमंत्रण की जाती है — [977, 1766, 1351, 1775]
table-cell: 08 माह वर्षाकाल सहित — [1471, 1837, 1535, 1862]
byline-block — [1163, 195, 1343, 226]
table-row — [977, 1987, 1535, 2012]
meeting-photo — [905, 296, 1149, 570]
divider — [405, 1416, 963, 1417]
tender-slogan: दो गज की दूरी, मास्क है जरूरी — [1198, 2089, 1284, 2098]
story-subhead: हिंदू चेतना सेवा समिति ने प्रशासन से मांगी मंडी गेट के सामने प्रदर्शन की अनुमति — [405, 1074, 873, 1094]
byline — [1163, 1064, 1343, 1081]
kisan-sidebar — [905, 573, 1149, 980]
table-cell: विदिशा — [481, 1879, 516, 1904]
byline-block — [1163, 1064, 1343, 1095]
table-cell: राजगढ़ — [1285, 1987, 1326, 2012]
table-cell: 15000 — [1430, 1812, 1471, 1837]
byline — [405, 1496, 585, 1514]
notice-slogan: दो गज की दूरी, मास्क है जरूरी — [22, 2311, 101, 2320]
tender-ref-row — [410, 1724, 957, 1738]
page-number: 06 — [1485, 10, 1544, 55]
table-cell: रायसेन — [1285, 1862, 1326, 1887]
logo-text: पीपुल्स समाचार — [23, 19, 165, 49]
table-cell: 16 माह वर्षाकाल सहित — [1471, 1962, 1535, 1987]
col-header: अमानत राशि (ईएमडी) — [1378, 1778, 1430, 1812]
table-cell: 88170 — [1378, 1837, 1430, 1862]
fruit-pile-icon — [1163, 828, 1541, 1060]
byline — [1163, 195, 1343, 212]
meeting-scene-icon — [905, 296, 1149, 570]
table-row — [411, 1844, 957, 1879]
table-cell: 88.17 — [1326, 1837, 1378, 1862]
story-subhead: संचालक आरके पंडित ने चयनित छात्रों को बधाई दी — [1163, 166, 1541, 188]
notice-heading: :: उदघोषणा :: — [172, 2074, 233, 2086]
byline-mobile: मो.नं. 98275 86049 — [1165, 214, 1244, 224]
table-cell: बम्होरी तहसील सिलवानी जिला रायसेन में उप तहसील (टप्पा) कार्यालय भवन का निर्माण कार्य — [1059, 1837, 1285, 1862]
table-row — [977, 1837, 1535, 1862]
column-divider — [967, 988, 969, 1686]
col-header: कार्य का नाम — [1059, 1778, 1285, 1812]
para-1: ग्राम पठारी हवेली में आदिवासी महिला की हत्या के मामले और छेड़छाड़ से परेशान एक स्वास्थ्यकर्मी महिला द्वारा खुदकुशी के मामले और एक युवक पर हुए जानलेवा हमले के मामले में न्याय की मांग को लेकर हिंदू चेतना सेवा समिति ने मंगलवार को एसडीएम कार्यालय पहुंचकर तीन फरवरी को नई मंडी प्रांगण में मुख्यमंत्री के आगमन के दौरान मंडी के सामने प्रदर्शन की अनुमति मांगी। संगठन के संस्थापक एवं संरक्षक रामपालसिंह राजपूत ने कहा कि 22 जनवरी को ग्राम पठारी हवेली में आदिवासी महिला की जिस्मानी अस्मिता लूटने के बाद उसकी हत्या कर दी गई। परिजनों द्वारा आरोपियों के नाम बताए जाने के बावजूद नामजद रिपोर्ट थाना में दर्ज नहीं की गई। सिर्फ औपचारिकता करते हुए कुछ लोगों से पूछताछ कर छोड़ दिया गया। राजपूत ने बताया कि इसी प्रकार प्रकरण में दिनेश मालवीय रीठा फाटक निवासी जिस पर 16 जनवरी को कुछ लोगों ने जानलेवा हमला किया गया था, लेकिन इस प्रकरण में फरियादी को ही उल्टा परेशान किया जा रहा है। उसे पुलिस कभी भी पकड़ लेती है उसकी बाइक जब्त कर लेती है और उसी की बाइक का चोरी का आरोप लगाया जा रहा है। इन प्रकरणों में पीड़ितों और उनके परिजनों को न्याय दिलाने की मांग मुख्यमंत्री से प्रदर्शन के दौरान की जाएगी। — [405, 1149, 963, 1256]
tender-note: 2. निविदा प्रपत्र का मूल्य ऑन-लाईन पोर्टल के माध्यम से क्रेडिट / डेबिट / इंटरनेट बैंकिंग के माध्यम से भुगतान कर निविदा प्रपत्र खरीदा जा सकेगा। — [977, 2027, 1373, 2036]
tender-signatory-office: लोक निर्माण विभाग संभाग, विदिशा — [829, 2031, 957, 2043]
byline-name: पीपुल्स संवाददाता — [1165, 1067, 1226, 1078]
teachers-text — [405, 1537, 963, 1677]
banner-line-2: किसान कार्य की समीक्षा बैठक — [957, 349, 1097, 364]
tender-intro: निम्नलिखित कार्यों हेतु निविदायें आमंत्रित की जाती है। उल्लेखित कार्य का विस्तृत विवरण वेबसाईट www.mptenders.gov.in पर देखा जा सकता है। — [410, 1766, 955, 1778]
story-headline: माचलपुर हाट बाजार में बिक रहे सड़े-गले फल — [1163, 718, 1513, 789]
table-cell: प्रथम — [829, 1929, 864, 1954]
table-cell: 08 माह वर्षाकाल सहित — [1471, 1862, 1535, 1887]
table-cell: 2023_PWPIU_ 246424_1 — [995, 1887, 1059, 1912]
col-header: टेण्डर क्रमांक — [428, 1784, 481, 1809]
para-1: नटेरन जनपद शिक्षा केंद्र में मंगलवार से पांच दिवसीय ब्लॉक स्तरीय एफएलएन प्रशिक्षण आयोजित किया गया। जो कि शनिवार तक चलेगा। प्रशिक्षण का शुभारंभ नटेरन जनपद पंचायत सीईओ जितेंद्र धाकरे एवं बीआरसी मुकेश शर्मा द्वारा किया गया। प्रशिक्षण में मास्टर ट्रेनर अजित गुप्ता, संतोष कुशवाह, मनोज गोयल, भारती साहू, तबस्सुम खान द्वारा ब्लॉक के सभी शिक्षकों एवं शिक्षिकाओं को प्रशिक्षण दिया गया। प्रशिक्षण के माध्यम से शासन का लक्ष्य है कि बच्चों में अधिक से अधिक बुनियादी साक्षरता का ज्ञान प्राप्त हो। नई शिक्षा नीति 2020 के तहत शासन द्वारा सभी स्कूलों में शिक्षक शिक्षिकाओं को प्रशिक्षण दिया जा रहा है। प्रशिक्षण के बाद सभी शिक्षक शिक्षिकाएं शालाओं में छात्र-छात्राओं को एफएलएन के तहत बुनियादी शिक्षा के तहत पढ़ाई करवाएंगे जिससे छात्र छात्राओं में बुनियादी शिक्षा एवं ज्ञान का संचार होगा। — [405, 1538, 963, 1618]
tender-note: 4. निविदा से संबंधित समस्त आवश्यक संशोधन उपरोक्त वेबसाईट पर ही दर्ज किये जायेंगे, पृथक से समाचार पत्रों में प्रकाशन नहीं किया जावेगा। — [977, 2047, 1366, 2057]
col-header: कार्य का नाम — [568, 1784, 829, 1809]
col-header: कार्य की अनुमानित राशि (PAC) — [1326, 1778, 1378, 1812]
table-cell: विदिशा — [481, 1904, 516, 1929]
tender-sign-row — [410, 2017, 957, 2044]
table-cell: 8 — [977, 1987, 995, 2012]
col-header: जिला — [481, 1784, 516, 1809]
tender-date: विदिशा, दिनांक 20.01.2023 — [835, 1725, 957, 1737]
table-cell: 10000 — [1430, 1987, 1471, 2012]
table-cell: मजबूतीकरण कार्य — [516, 1879, 568, 1904]
fruit-photo — [1163, 828, 1541, 1060]
jansunvai-text — [1163, 1380, 1541, 1671]
